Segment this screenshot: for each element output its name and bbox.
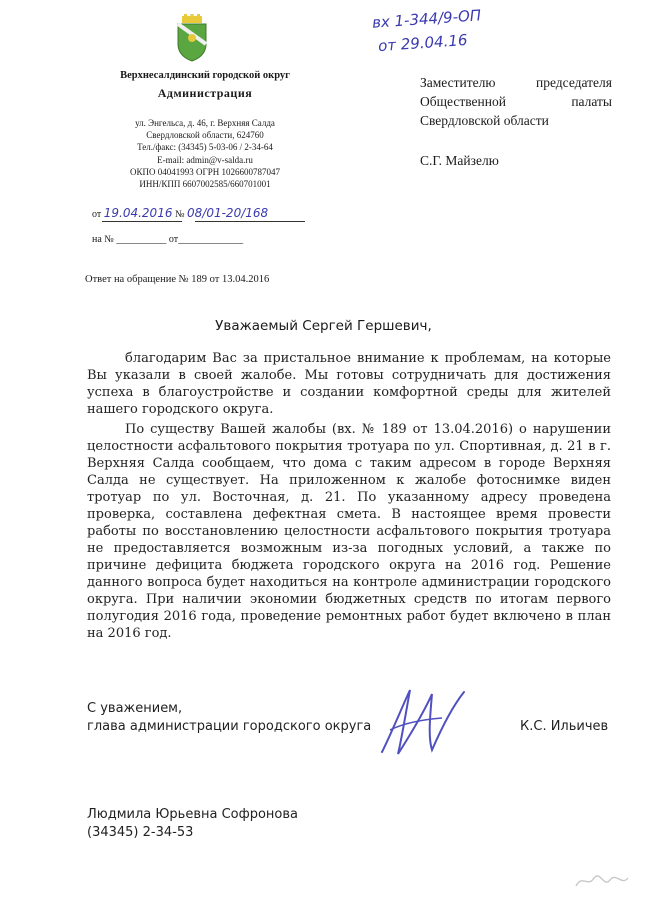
recipient-line: Свердловской области xyxy=(420,113,549,128)
recipient-line xyxy=(420,73,612,92)
address-line: ул. Энгельса, д. 46, г. Верхняя Салда xyxy=(135,118,275,128)
faint-pencil-mark xyxy=(572,866,632,896)
reference-line: на № __________ от_____________ xyxy=(92,234,244,245)
date-label: от xyxy=(92,209,102,220)
admin-title: Администрация xyxy=(157,86,253,100)
number-label: № xyxy=(174,209,185,220)
recipient-text: палаты xyxy=(571,94,612,109)
recipient-text: Заместителю xyxy=(420,75,496,90)
recipient-line xyxy=(420,92,612,111)
body-paragraph: По существу Вашей жалобы (вх. № 189 от 13.04.2016) о нарушении целостности асфальтового покрытия тротуара по ул. Спортивная, д. 21 в г. Верхняя Салда сообщаем, что дома с таким адресом в городе Верхняя Салда не существует. На приложенном к жалобе фотоснимке виден тротуар по ул. Восточная, д. 21. По указанному адресу проведена проверка, составлена дефектная смета. В настоящее время провести работы по восстановлению целостности асфальтового покрытия тротуара не предоставляется возможным из-за погодных условий, а также по причине дефицита бюджета городского округа на 2016 год. Решение данного вопроса будет находиться на контроле администрации городского округа. При наличии экономии бюджетных средств по итогам первого полугодия 2016 года, проведение ремонтных работ будет включено в план на 2016 год. xyxy=(87,422,611,641)
recipient-block xyxy=(420,73,612,130)
greeting: Уважаемый Сергей Гершевич, xyxy=(215,318,432,334)
date-underline xyxy=(102,221,182,222)
number-underline xyxy=(195,221,305,222)
inn-line: ИНН/КПП 6607002585/660701001 xyxy=(139,179,271,189)
signer-name: К.С. Ильичев xyxy=(520,719,609,734)
reply-reference: Ответ на обращение № 189 от 13.04.2016 xyxy=(85,274,270,285)
outgoing-number-line xyxy=(92,206,307,220)
address-line: Свердловской области, 624760 xyxy=(146,130,264,140)
letter-body xyxy=(87,350,611,645)
org-name: Верхнесалдинский городской округ xyxy=(120,70,290,81)
phone-line: Тел./факс: (34345) 5-03-06 / 2-34-64 xyxy=(137,142,273,152)
signer-position: глава администрации городского округа xyxy=(87,719,372,734)
email-line: E-mail: admin@v-salda.ru xyxy=(157,155,253,165)
incoming-stamp-date: от 29.04.16 xyxy=(377,30,469,56)
okpo-line: ОКПО 04041993 ОГРН 1026600787047 xyxy=(130,167,280,177)
handwritten-signature xyxy=(372,682,472,762)
coat-of-arms-emblem xyxy=(175,14,209,62)
contact-phone: (34345) 2-34-53 xyxy=(87,825,194,840)
body-paragraph: благодарим Вас за пристальное внимание к проблемам, на которые Вы указали в своей жалобе. Мы готовы сотрудничать для достижения успеха в благоустройстве и создании комфортной среды для жителей нашего городского округа. xyxy=(87,351,611,417)
closing: С уважением, xyxy=(87,701,183,716)
recipient-text: Общественной xyxy=(420,94,506,109)
recipient-text: председателя xyxy=(536,75,612,90)
date-handwritten: 19.04.2016 xyxy=(103,206,173,220)
recipient-name: С.Г. Майзелю xyxy=(420,153,499,168)
number-handwritten: 08/01-20/168 xyxy=(187,206,269,220)
contact-name: Людмила Юрьевна Софронова xyxy=(87,807,299,822)
incoming-stamp-number: вх 1-344/9-ОП xyxy=(371,6,482,32)
